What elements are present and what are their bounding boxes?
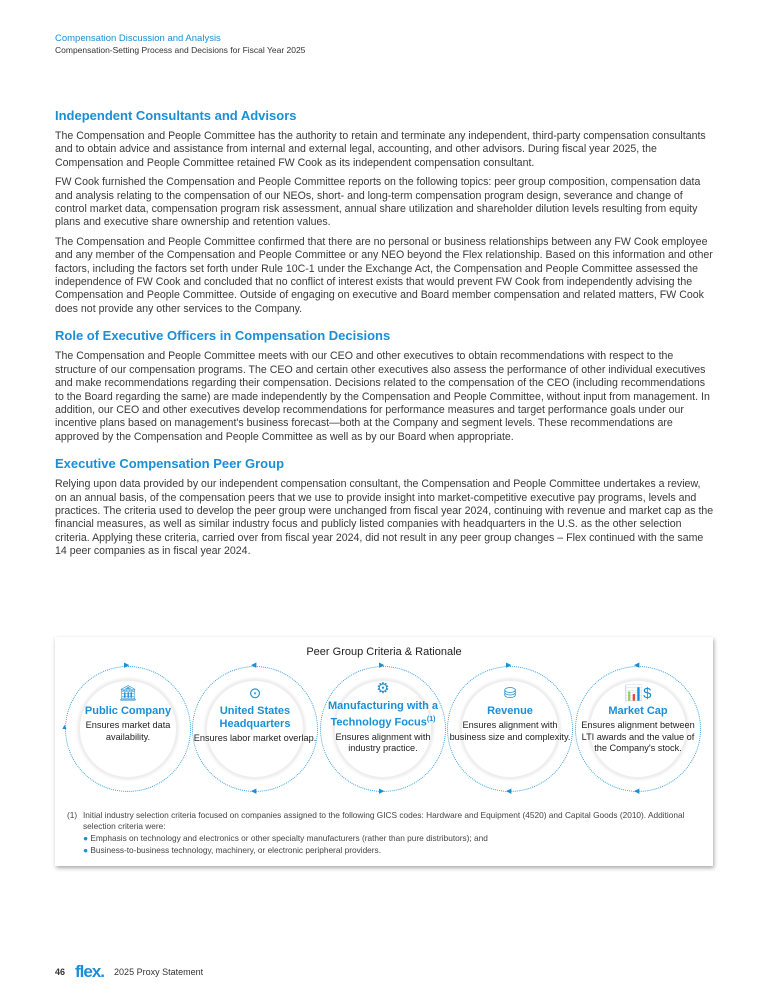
paragraph: The Compensation and People Committee has the authority to retain and terminate any independent, third-party compensation consultants and to obtain advice and assistance from internal and external legal, accounting, and other advisors. During fiscal year 2025, the Compensation and People Committee retained FW Cook as its independent compensation consultant. xyxy=(55,130,706,169)
section-title: Executive Compensation Peer Group xyxy=(55,456,285,472)
section-title: Independent Consultants and Advisors xyxy=(55,108,297,123)
main-content xyxy=(55,108,715,571)
arrow-icon: ▶ xyxy=(379,788,385,795)
page-number: 46 xyxy=(55,967,66,977)
footnote xyxy=(67,810,707,856)
gears-icon: ⚙ xyxy=(376,680,390,697)
flex-logo: flex. xyxy=(75,962,105,981)
criteria-label: United States Headquarters xyxy=(219,705,291,730)
footnote-text: Initial industry selection criteria focused on companies assigned to the following GICS codes: Hardware and Equipment (4520) and Capital Goods (2010). Additional selection criteria were: xyxy=(83,810,685,831)
arrow-icon: ▶ xyxy=(506,662,512,669)
footnote-bullet: ● Business-to-business technology, machinery, or electronic peripheral providers. xyxy=(83,845,382,855)
criteria-description: Ensures market data availability. xyxy=(85,720,171,742)
criteria-description: Ensures alignment between LTI awards and the value of the Company's stock. xyxy=(581,720,695,753)
criteria-title: Peer Group Criteria & Rationale xyxy=(306,646,462,658)
arrow-icon: ▶ xyxy=(124,662,130,669)
section-title: Role of Executive Officers in Compensation Decisions xyxy=(55,328,391,344)
paragraph: The Compensation and People Committee confirmed that there are no personal or business relationships between any FW Cook employee and any member of the Compensation and People Committee or any NEO beyond the Flex relationship. Based on this information and other factors, including the factors set forth under Rule 10C-1 under the Exchange Act, the Compensation and People Committee assessed the independence of FW Cook and concluded that no conflict of interest exists that would prevent FW Cook from independently advising the Compensation and People Committee. Outside of engaging on executive and Board member compensation and related matters, FW Cook does not provide any other services to the Company. xyxy=(55,235,713,315)
criteria-label: Manufacturing with a Technology Focus$^{(1)}$ xyxy=(328,700,438,729)
criteria-public-company xyxy=(61,662,191,792)
criteria-label: Public Company xyxy=(84,705,172,717)
paragraph: Relying upon data provided by our independent compensation consultant, the Compensation and People Committee undertakes a review, on an annual basis, of the compensation peers that we use to provide insight into market-competitive executive pay programs, levels and practices. The criteria used to develop the peer group were unchanged from fiscal year 2024, continuing with revenue and market cap as the financial measures, as well as similar industry focus and publicly listed companies with headquarters in the U.S. as the other selection criteria. Applying these criteria, carried over from fiscal year 2024, did not result in any peer group changes – Flex continued with the same 14 peer companies as in fiscal year 2024. xyxy=(55,478,714,558)
peer-group-criteria-box xyxy=(55,637,713,866)
page-footer xyxy=(55,962,203,982)
criteria-us-headquarters xyxy=(192,662,318,795)
document-title: 2025 Proxy Statement xyxy=(114,967,204,977)
footnote-bullet: ● Emphasis on technology and electronics or other specialty manufacturers (rather than pure distributors); and xyxy=(83,833,488,843)
chart-dollar-icon: 📊$ xyxy=(624,685,652,702)
footnote-marker: (1) xyxy=(67,810,78,820)
arrow-icon: ◀ xyxy=(251,788,257,795)
paragraph: FW Cook furnished the Compensation and People Committee reports on the following topics: peer group composition, compensation data and analysis relating to the compensation of our NEOs, short- and long-term compensation program design, severance and change of control market data, compensation program risk assessment, annual share utilization and shareholder dilution levels resulting from equity plans and executive share ownership and retention values. xyxy=(55,176,701,229)
section-peer-group xyxy=(55,456,715,558)
section-consultants xyxy=(55,108,715,316)
arrow-icon: ◀ xyxy=(251,662,257,669)
section-header: Compensation Discussion and Analysis xyxy=(55,33,221,44)
criteria-description: Ensures alignment with industry practice. xyxy=(335,731,431,754)
arrow-icon: ◀ xyxy=(634,788,640,795)
criteria-market-cap xyxy=(575,662,701,795)
criteria-manufacturing xyxy=(320,662,446,795)
criteria-description: Ensures alignment with business size and complexity. xyxy=(449,720,571,742)
criteria-label: Revenue xyxy=(487,705,533,717)
arrow-icon: ▶ xyxy=(379,662,385,669)
subsection-header: Compensation-Setting Process and Decisions for Fiscal Year 2025 xyxy=(55,45,306,55)
bank-icon: 🏛 xyxy=(118,685,138,702)
paragraph: The Compensation and People Committee meets with our CEO and other executives to obtain recommendations with respect to the structure of our compensation programs. The CEO and certain other executives also assess the performance of other individual executives and make recommendations regarding their compensation. Decisions related to the compensation of the CEO (including recommendations to the Board regarding the same) are made independently by the Compensation and People Committee, without input from management. In addition, our CEO and other executives develop recommendations for performance measures and target performance goals under our incentive plans based on management's business forecast—both at the Company and segment levels. These recommendations are approved by the Compensation and People Committee as well as by our Board when appropriate. xyxy=(55,350,710,443)
arrow-icon: ◀ xyxy=(634,662,640,669)
section-executive-role xyxy=(55,328,715,444)
criteria-revenue xyxy=(447,662,573,795)
coins-icon: ⛁ xyxy=(503,685,517,702)
arrow-icon: ◀ xyxy=(506,788,512,795)
criteria-label: Market Cap xyxy=(608,705,668,717)
arrow-icon: ▲ xyxy=(61,724,68,731)
location-pin-icon: ⊙ xyxy=(248,685,262,702)
criteria-description: Ensures labor market overlap. xyxy=(193,733,317,743)
